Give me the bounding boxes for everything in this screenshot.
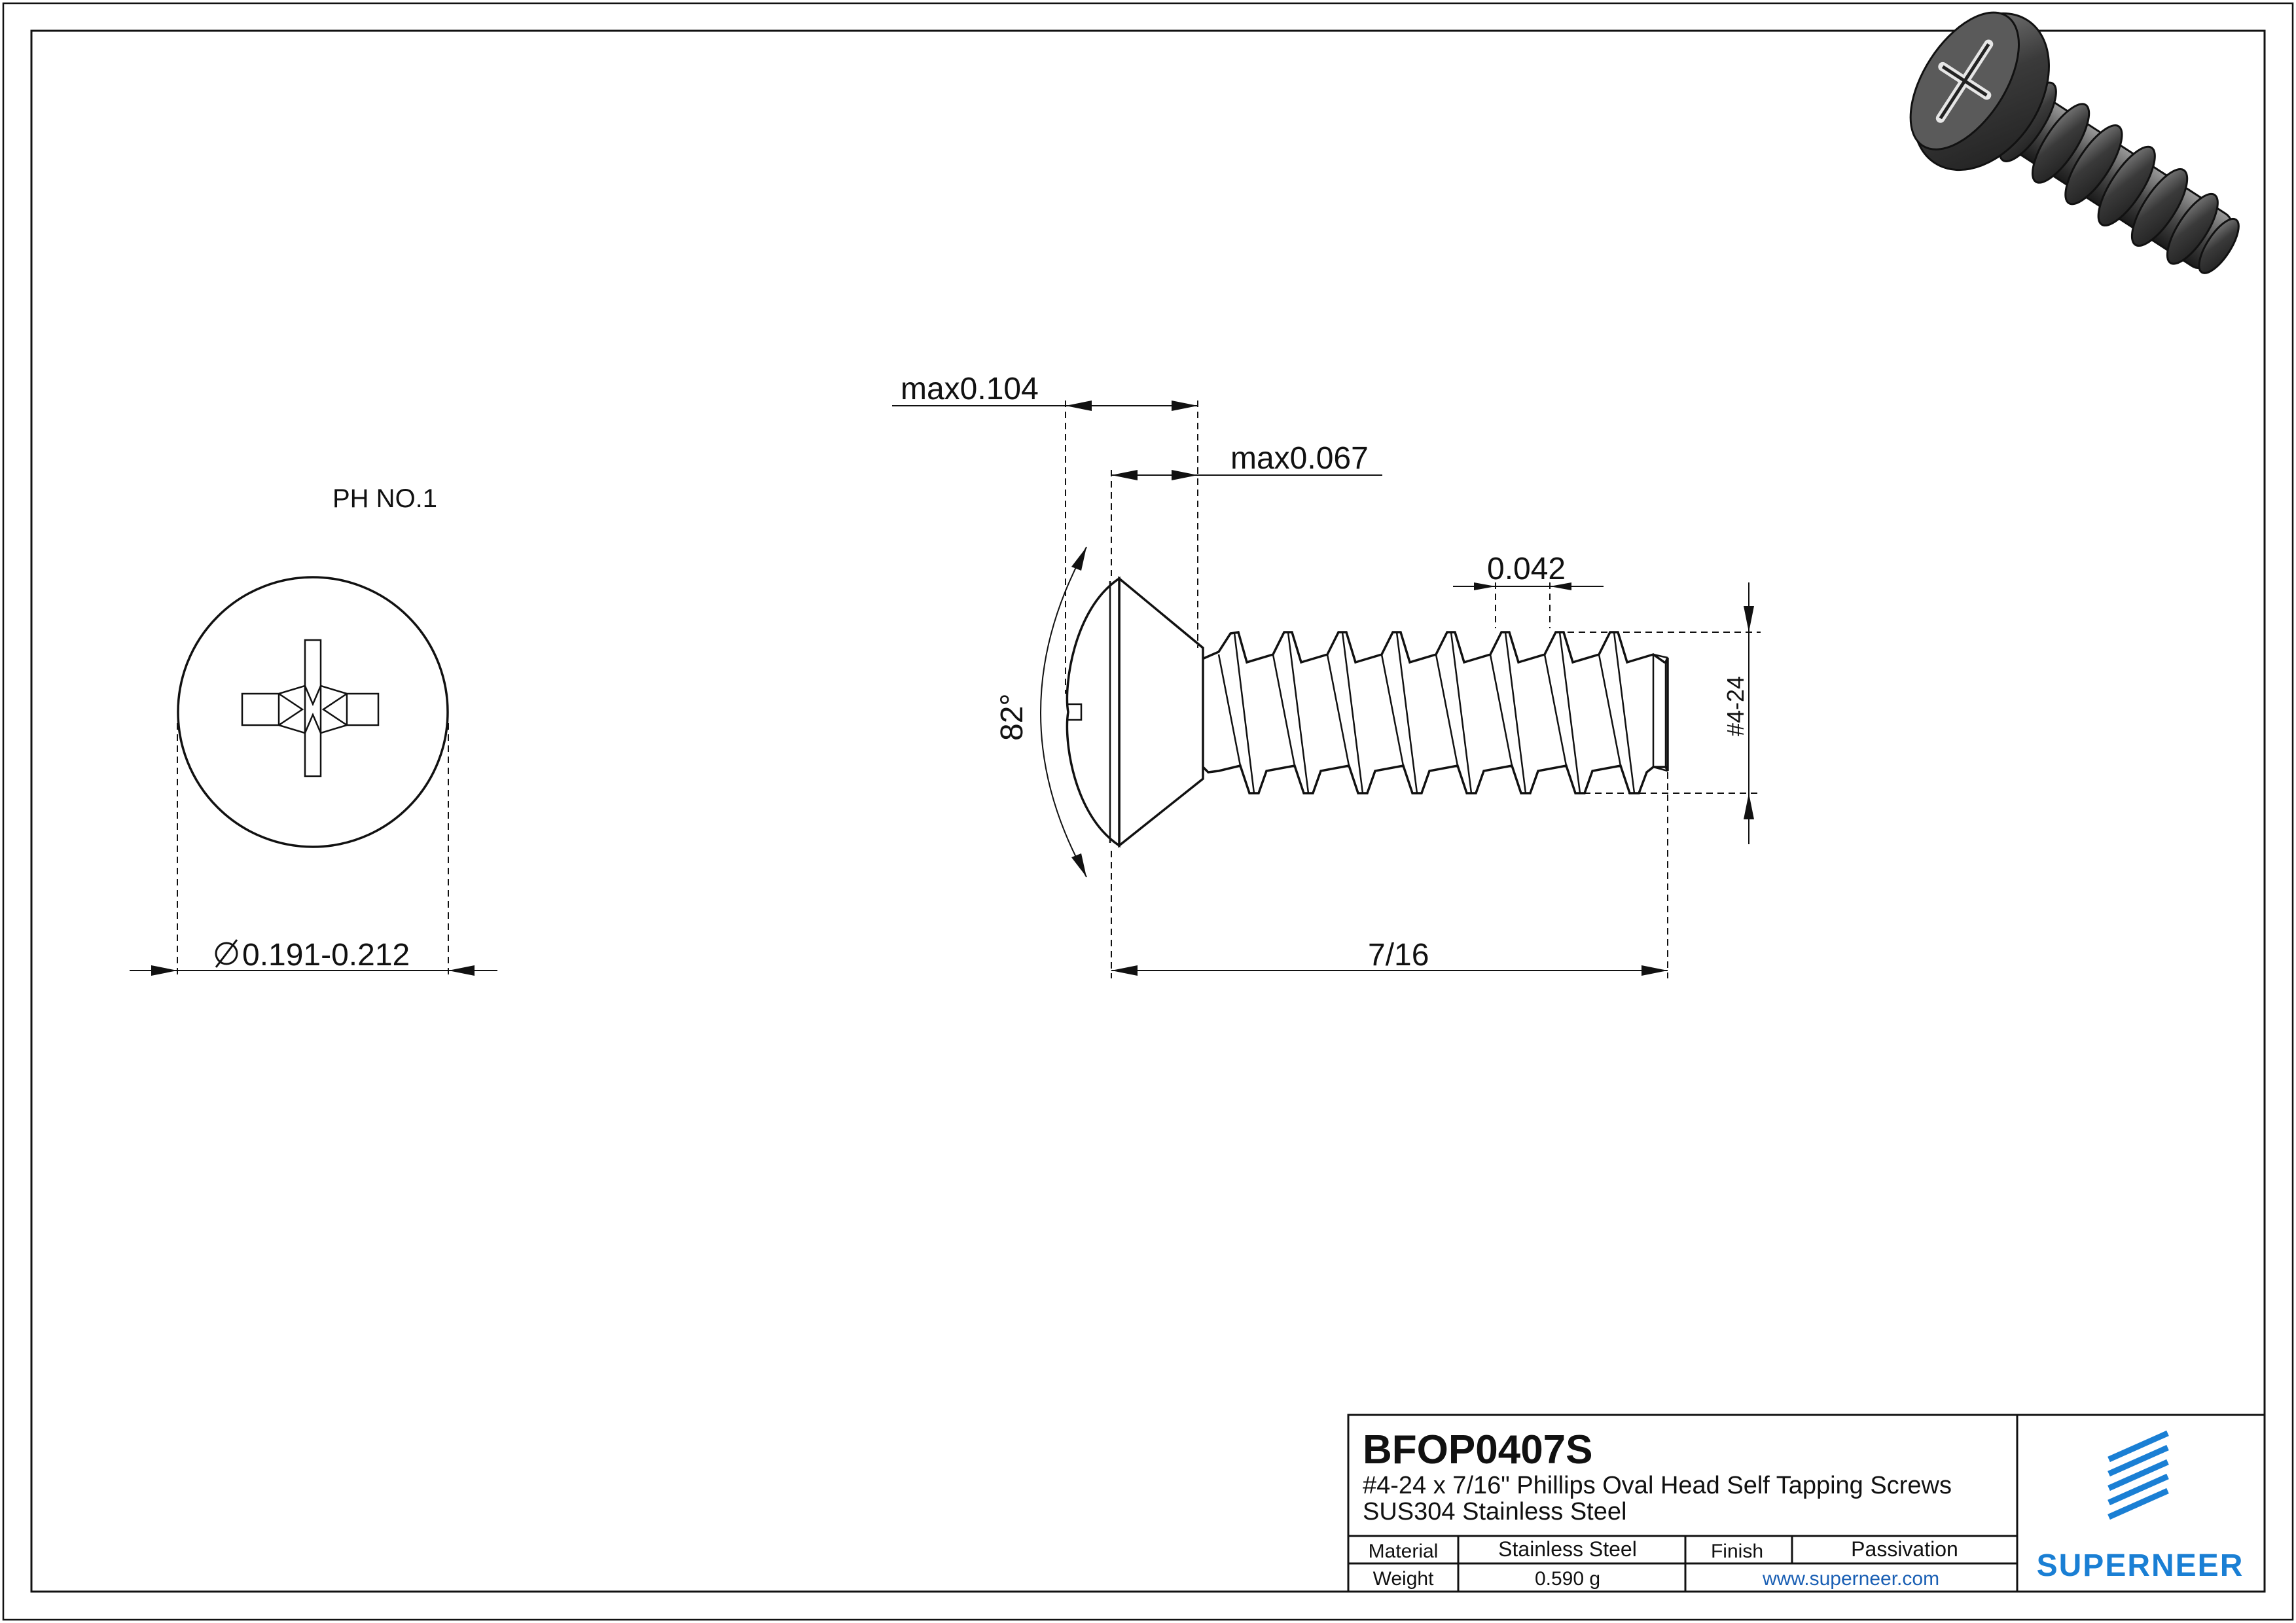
- brand-name: SUPERNEER: [2036, 1548, 2244, 1583]
- superneer-logo-icon: [2109, 1433, 2168, 1517]
- countersink-depth-label: max0.067: [1230, 441, 1369, 476]
- thread-pitch-label: 0.042: [1487, 552, 1566, 586]
- website-link[interactable]: www.superneer.com: [1762, 1568, 1940, 1590]
- head-top-view: [130, 577, 497, 978]
- diameter-icon: [216, 940, 237, 967]
- material-label: Material: [1368, 1541, 1439, 1562]
- weight-label: Weight: [1372, 1568, 1434, 1590]
- material-value: Stainless Steel: [1498, 1537, 1637, 1561]
- head-diameter-label: 0.191-0.212: [242, 938, 410, 972]
- material-line: SUS304 Stainless Steel: [1363, 1498, 1627, 1525]
- angle-label: 82°: [995, 693, 1030, 741]
- screw-3d-render: [1884, 0, 2275, 324]
- screw-side-view: [1067, 579, 1668, 846]
- finish-label: Finish: [1710, 1541, 1764, 1562]
- finish-value: Passivation: [1851, 1537, 1958, 1561]
- weight-value: 0.590 g: [1534, 1568, 1601, 1590]
- length-label: 7/16: [1368, 938, 1429, 972]
- thread-size-label: #4-24: [1722, 675, 1749, 736]
- recess-type-label: PH NO.1: [332, 484, 438, 513]
- part-description: #4-24 x 7/16" Phillips Oval Head Self Tapping Screws: [1363, 1472, 1952, 1499]
- head-height-label: max0.104: [901, 372, 1039, 406]
- part-number: BFOP0407S: [1363, 1427, 1593, 1472]
